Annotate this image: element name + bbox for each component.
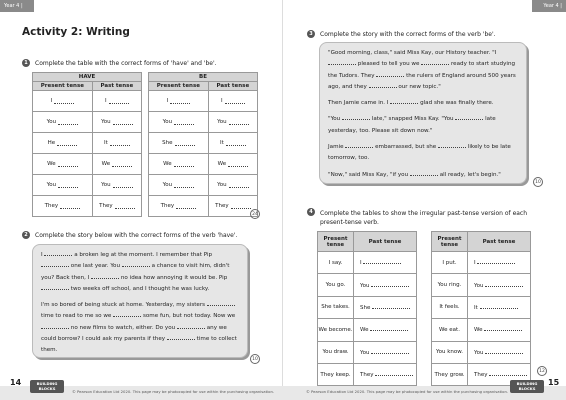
copyright-text: © Pearson Education Ltd 2020. This page may be photocopied for use within the purchasing organisation. bbox=[306, 389, 509, 394]
pronoun: It bbox=[219, 140, 224, 146]
story-text: likely to be late tomorrow, too. bbox=[328, 144, 511, 162]
answer-blank[interactable] bbox=[489, 371, 527, 376]
pronoun: You bbox=[101, 182, 111, 188]
present-verb: We become. bbox=[318, 319, 354, 341]
answer-blank[interactable] bbox=[370, 326, 408, 331]
pronoun: You bbox=[162, 119, 173, 125]
story-box bbox=[319, 42, 527, 184]
answer-blank[interactable] bbox=[390, 99, 418, 104]
answer-blank[interactable] bbox=[207, 301, 235, 306]
table-row bbox=[149, 91, 258, 112]
page-number-right: 15 bbox=[548, 378, 560, 387]
page-number-left: 14 bbox=[10, 378, 22, 387]
present-verb: She takes. bbox=[318, 296, 354, 318]
answer-blank[interactable] bbox=[174, 162, 194, 167]
question-number: 2 bbox=[22, 231, 30, 239]
table-row bbox=[432, 252, 531, 274]
col-present: Present tense bbox=[149, 82, 209, 91]
table-row bbox=[432, 319, 531, 341]
marks-badge: 12 bbox=[537, 366, 547, 376]
copyright-text: © Pearson Education Ltd 2020. This page may be photocopied for use within the purchasing organisation. bbox=[72, 389, 275, 394]
answer-blank[interactable] bbox=[421, 60, 449, 65]
table-row bbox=[432, 296, 531, 318]
answer-blank[interactable] bbox=[480, 304, 518, 309]
answer-blank[interactable] bbox=[229, 120, 249, 125]
answer-blank[interactable] bbox=[113, 312, 141, 317]
pronoun: You bbox=[46, 182, 57, 188]
answer-blank[interactable] bbox=[226, 141, 246, 146]
answer-blank[interactable] bbox=[375, 371, 413, 376]
answer-blank[interactable] bbox=[174, 183, 194, 188]
present-verb: They keep. bbox=[318, 363, 354, 385]
pronoun: You bbox=[360, 349, 370, 356]
col-present: Present tense bbox=[33, 82, 93, 91]
header-right: Year 4 | Unit 2 Test bbox=[532, 0, 566, 12]
pronoun: It bbox=[103, 140, 108, 146]
answer-blank[interactable] bbox=[438, 143, 466, 148]
table-row bbox=[149, 133, 258, 154]
story-text: the rulers of England around 500 years ago, and they bbox=[328, 72, 516, 90]
answer-blank[interactable] bbox=[177, 324, 205, 329]
table-row bbox=[33, 91, 142, 112]
answer-blank[interactable] bbox=[174, 120, 194, 125]
pronoun: They bbox=[160, 203, 175, 209]
building-blocks-logo: BUILDING BLOCKS bbox=[510, 380, 544, 393]
answer-blank[interactable] bbox=[113, 183, 133, 188]
pronoun: She bbox=[360, 304, 371, 311]
answer-blank[interactable] bbox=[225, 99, 245, 104]
answer-blank[interactable] bbox=[455, 115, 483, 120]
story-text: our new topic." bbox=[398, 83, 441, 90]
answer-blank[interactable] bbox=[369, 83, 397, 88]
story-paragraph bbox=[328, 170, 518, 181]
col-past: Past tense bbox=[468, 232, 531, 252]
header-left: Year 4 | Unit 2 Test bbox=[0, 0, 34, 12]
be-table bbox=[148, 72, 258, 217]
table-row bbox=[318, 319, 417, 341]
story-paragraph bbox=[328, 48, 518, 93]
answer-blank[interactable] bbox=[91, 274, 119, 279]
pronoun: We bbox=[47, 161, 56, 167]
table-row bbox=[432, 341, 531, 363]
question-number: 4 bbox=[307, 208, 315, 216]
present-verb: I put. bbox=[432, 252, 468, 274]
table-row bbox=[149, 154, 258, 175]
table-row bbox=[318, 274, 417, 296]
answer-blank[interactable] bbox=[115, 204, 135, 209]
table-row bbox=[318, 252, 417, 274]
col-present: Present tense bbox=[318, 232, 354, 252]
question-instruction: Complete the table with the correct forms of 'have' and 'be'. bbox=[35, 60, 217, 67]
story-text: Then Jamie came in. I bbox=[328, 100, 389, 107]
col-past: Past tense bbox=[92, 82, 141, 91]
story-text: some fun, but not today. Now we bbox=[142, 313, 236, 320]
story-text: all ready, let's begin." bbox=[439, 171, 501, 178]
story-text: time to collect them. bbox=[41, 336, 237, 354]
pronoun: I bbox=[105, 98, 107, 104]
marks-badge: 10 bbox=[533, 177, 543, 187]
answer-blank[interactable] bbox=[54, 99, 74, 104]
activity-title: Activity 2: Writing bbox=[22, 26, 130, 38]
pronoun: They bbox=[474, 372, 488, 379]
story-paragraph bbox=[328, 114, 518, 137]
story-text: a broken leg at the moment. I remember that Pip bbox=[74, 252, 213, 258]
question-instruction: Complete the story with the correct forms of the verb 'be'. bbox=[320, 31, 496, 38]
pronoun: They bbox=[99, 203, 113, 209]
present-verb: You draw. bbox=[318, 341, 354, 363]
table-row bbox=[33, 196, 142, 217]
pronoun: I bbox=[474, 260, 476, 267]
question-instruction: Complete the tables to show the irregular past-tense version of each present-tense verb. bbox=[320, 210, 528, 226]
col-present: Present tense bbox=[432, 232, 468, 252]
answer-blank[interactable] bbox=[176, 204, 196, 209]
answer-blank[interactable] bbox=[109, 99, 129, 104]
answer-blank[interactable] bbox=[485, 349, 523, 354]
pronoun: I bbox=[360, 260, 362, 267]
table-row bbox=[33, 154, 142, 175]
answer-blank[interactable] bbox=[122, 262, 150, 267]
story-text: I bbox=[41, 252, 43, 258]
answer-blank[interactable] bbox=[477, 259, 515, 264]
story-paragraph bbox=[328, 142, 518, 165]
story-text: I'm so bored of being stuck at home. Yesterday, my sisters bbox=[41, 302, 206, 309]
table-row bbox=[33, 133, 142, 154]
pronoun: They bbox=[215, 203, 229, 209]
marks-badge: 10 bbox=[250, 354, 260, 364]
marks-badge: 24 bbox=[250, 209, 260, 219]
pronoun: You bbox=[101, 119, 111, 125]
col-past: Past tense bbox=[208, 82, 257, 91]
answer-blank[interactable] bbox=[41, 324, 69, 329]
answer-blank[interactable] bbox=[58, 183, 78, 188]
pronoun: It bbox=[474, 304, 478, 311]
table-row bbox=[33, 112, 142, 133]
answer-blank[interactable] bbox=[113, 120, 133, 125]
answer-blank[interactable] bbox=[371, 349, 409, 354]
answer-blank[interactable] bbox=[110, 141, 130, 146]
answer-blank[interactable] bbox=[484, 326, 522, 331]
table-row bbox=[318, 341, 417, 363]
pronoun: You bbox=[474, 349, 484, 356]
pronoun: You bbox=[46, 119, 57, 125]
present-verb: It feels. bbox=[432, 296, 468, 318]
pronoun: They bbox=[360, 372, 374, 379]
story-text: time to read to me so we bbox=[41, 313, 112, 320]
answer-blank[interactable] bbox=[410, 171, 438, 176]
answer-blank[interactable] bbox=[363, 259, 401, 264]
table-row bbox=[33, 175, 142, 196]
story-box bbox=[32, 244, 248, 358]
story-paragraph bbox=[41, 250, 239, 295]
table-row bbox=[432, 274, 531, 296]
story-text: ready to start studying the Tudors. They bbox=[328, 61, 516, 79]
pronoun: We bbox=[360, 327, 369, 334]
past-tense-table-left bbox=[317, 231, 417, 386]
past-tense-table-right bbox=[431, 231, 531, 386]
story-text: one last year. You bbox=[70, 263, 120, 270]
pronoun: You bbox=[217, 119, 227, 125]
table-row bbox=[149, 112, 258, 133]
answer-blank[interactable] bbox=[376, 72, 404, 77]
pronoun: I bbox=[221, 98, 223, 104]
answer-blank[interactable] bbox=[167, 335, 195, 340]
answer-blank[interactable] bbox=[58, 120, 78, 125]
pronoun: We bbox=[217, 161, 227, 167]
answer-blank[interactable] bbox=[41, 285, 69, 290]
story-text: a chance to visit him, didn't you? Back then, I bbox=[41, 263, 230, 281]
answer-blank[interactable] bbox=[58, 162, 78, 167]
present-verb: They grow. bbox=[432, 363, 468, 385]
pronoun: They bbox=[44, 203, 59, 209]
present-verb: You know. bbox=[432, 341, 468, 363]
story-text: "Good morning, class," said Miss Kay, our History teacher. "I bbox=[328, 50, 497, 56]
answer-blank[interactable] bbox=[57, 141, 77, 146]
answer-blank[interactable] bbox=[485, 282, 523, 287]
have-heading: HAVE bbox=[33, 73, 142, 82]
table-row bbox=[149, 175, 258, 196]
answer-blank[interactable] bbox=[60, 204, 80, 209]
present-verb: We eat. bbox=[432, 319, 468, 341]
story-text: pleased to tell you we bbox=[357, 61, 420, 68]
pronoun: He bbox=[47, 140, 56, 146]
pronoun: You bbox=[474, 282, 484, 289]
story-text: "Now," said Miss Kay, "if you bbox=[328, 171, 409, 178]
answer-blank[interactable] bbox=[44, 251, 72, 256]
pronoun: I bbox=[166, 98, 169, 104]
answer-blank[interactable] bbox=[345, 143, 373, 148]
story-text: late," snapped Miss Kay. "You bbox=[371, 116, 454, 123]
answer-blank[interactable] bbox=[228, 162, 248, 167]
story-text: glad she was finally there. bbox=[420, 100, 494, 107]
pronoun: I bbox=[50, 98, 53, 104]
be-heading: BE bbox=[149, 73, 258, 82]
story-text: late yesterday, too. Please sit down now." bbox=[328, 116, 496, 134]
right-page bbox=[283, 0, 566, 400]
table-row bbox=[149, 196, 258, 217]
present-verb: You ring. bbox=[432, 274, 468, 296]
answer-blank[interactable] bbox=[342, 115, 370, 120]
pronoun: You bbox=[217, 182, 227, 188]
building-blocks-logo: BUILDING BLOCKS bbox=[30, 380, 64, 393]
pronoun: You bbox=[162, 182, 173, 188]
story-text: embarrassed, but she bbox=[375, 144, 437, 151]
story-text: any we could borrow? I could ask my parents if they bbox=[41, 324, 227, 343]
answer-blank[interactable] bbox=[112, 162, 132, 167]
answer-blank[interactable] bbox=[170, 99, 190, 104]
story-text: two weeks off school, and I thought he was lucky. bbox=[70, 285, 210, 292]
have-table bbox=[32, 72, 142, 217]
answer-blank[interactable] bbox=[371, 282, 409, 287]
question-number: 3 bbox=[307, 30, 315, 38]
answer-blank[interactable] bbox=[229, 183, 249, 188]
question-instruction: Complete the story below with the correct forms of the verb 'have'. bbox=[35, 232, 238, 239]
answer-blank[interactable] bbox=[372, 304, 410, 309]
present-verb: You go. bbox=[318, 274, 354, 296]
story-text: Jamie bbox=[328, 144, 344, 151]
table-row bbox=[318, 363, 417, 385]
story-text: no new films to watch, either. Do you bbox=[70, 324, 176, 331]
pronoun: We bbox=[474, 327, 483, 334]
answer-blank[interactable] bbox=[231, 204, 251, 209]
pronoun: She bbox=[162, 140, 173, 146]
story-text: "You bbox=[328, 116, 341, 123]
story-paragraph bbox=[328, 98, 518, 109]
answer-blank[interactable] bbox=[175, 141, 195, 146]
pronoun: We bbox=[163, 161, 172, 167]
answer-blank[interactable] bbox=[41, 262, 69, 267]
pronoun: You bbox=[360, 282, 370, 289]
story-paragraph bbox=[41, 300, 239, 356]
answer-blank[interactable] bbox=[328, 60, 356, 65]
story-text: no idea how annoying it would be. Pip bbox=[120, 274, 228, 281]
question-number: 1 bbox=[22, 59, 30, 67]
pronoun: We bbox=[101, 161, 111, 167]
table-row bbox=[318, 296, 417, 318]
col-past: Past tense bbox=[354, 232, 417, 252]
present-verb: I say. bbox=[318, 252, 354, 274]
